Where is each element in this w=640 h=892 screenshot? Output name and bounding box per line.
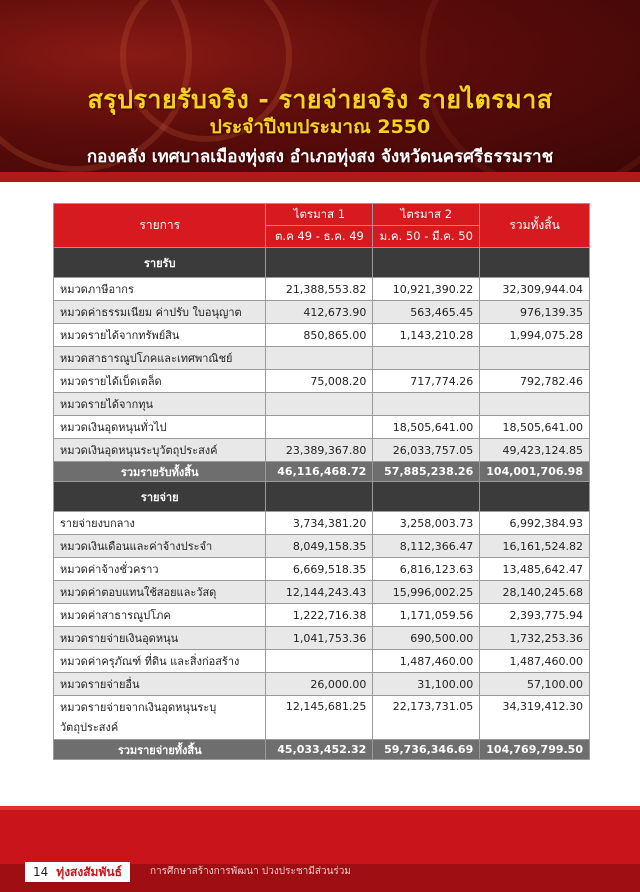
- table-row: [54, 416, 590, 439]
- page-title: สรุปรายรับจริง - รายจ่ายจริง รายไตรมาส: [87, 85, 553, 114]
- page-footer-label: [25, 862, 130, 882]
- cell-total: 34,319,412.30: [480, 696, 590, 740]
- section-income: [54, 248, 590, 278]
- cell-q1: 1,041,753.36: [266, 627, 373, 650]
- cell-total: 57,100.00: [480, 673, 590, 696]
- table-row: [54, 393, 590, 416]
- cell-q2: 22,173,731.05: [373, 696, 480, 740]
- cell-q2: 15,996,002.25: [373, 581, 480, 604]
- row-label: หมวดค่าสาธารณูปโภค: [54, 604, 266, 627]
- cell-q2: 690,500.00: [373, 627, 480, 650]
- cell-q1: 412,673.90: [266, 301, 373, 324]
- row-label: หมวดรายได้จากทรัพย์สิน: [54, 324, 266, 347]
- row-label: [54, 696, 266, 740]
- cell-q2: 31,100.00: [373, 673, 480, 696]
- total-q2: 57,885,238.26: [373, 462, 480, 482]
- cell-total: 1,994,075.28: [480, 324, 590, 347]
- cell-q2: [373, 393, 480, 416]
- cell-total: 6,992,384.93: [480, 512, 590, 535]
- row-label: หมวดค่าธรรมเนียม ค่าปรับ ใบอนุญาต: [54, 301, 266, 324]
- cell-q2: 10,921,390.22: [373, 278, 480, 301]
- cell-q1: 23,389,367.80: [266, 439, 373, 462]
- row-label: หมวดรายจ่ายอื่น: [54, 673, 266, 696]
- cell-total: 2,393,775.94: [480, 604, 590, 627]
- cell-q2: 8,112,366.47: [373, 535, 480, 558]
- expense-total-row: [54, 740, 590, 760]
- row-label: หมวดรายได้จากทุน: [54, 393, 266, 416]
- cell-q1: [266, 347, 373, 370]
- table-row: [54, 558, 590, 581]
- row-label: หมวดภาษีอากร: [54, 278, 266, 301]
- table-row: [54, 439, 590, 462]
- total-q1: 45,033,452.32: [266, 740, 373, 760]
- page-subtitle: ประจำปีงบประมาณ 2550: [209, 116, 431, 138]
- cell-q1: 12,145,681.25: [266, 696, 373, 740]
- cell-q1: 1,222,716.38: [266, 604, 373, 627]
- cell-total: [480, 393, 590, 416]
- cell-total: 32,309,944.04: [480, 278, 590, 301]
- organization-name: กองคลัง เทศบาลเมืองทุ่งสง อำเภอทุ่งสง จังหวัดนครศรีธรรมราช: [86, 147, 554, 167]
- table-row: [54, 627, 590, 650]
- table-row: [54, 604, 590, 627]
- cell-q2: 18,505,641.00: [373, 416, 480, 439]
- cell-q1: 8,049,158.35: [266, 535, 373, 558]
- row-label: หมวดรายจ่ายเงินอุดหนุน: [54, 627, 266, 650]
- column-header-total: รวมทั้งสิ้น: [480, 204, 590, 248]
- row-label: หมวดสาธารณูปโภคและเทศพาณิชย์: [54, 347, 266, 370]
- header-banner: [0, 0, 640, 182]
- cell-q1: 850,865.00: [266, 324, 373, 347]
- row-label: รายจ่ายงบกลาง: [54, 512, 266, 535]
- row-label: หมวดเงินเดือนและค่าจ้างประจำ: [54, 535, 266, 558]
- cell-q1: [266, 416, 373, 439]
- cell-q1: 3,734,381.20: [266, 512, 373, 535]
- table-row: [54, 581, 590, 604]
- publication-name: ทุ่งสงสัมพันธ์: [56, 865, 122, 879]
- cell-q2: 3,258,003.73: [373, 512, 480, 535]
- cell-q1: 21,388,553.82: [266, 278, 373, 301]
- row-label-line2: วัตถุประสงค์: [60, 721, 119, 734]
- financial-summary-table: [53, 203, 590, 760]
- cell-q1: 6,669,518.35: [266, 558, 373, 581]
- income-total-row: [54, 462, 590, 482]
- footer-tagline: การศึกษาสร้างการพัฒนา ปวงประชามีส่วนร่วม: [150, 866, 351, 877]
- column-header-q2-range: ม.ค. 50 - มี.ค. 50: [373, 226, 480, 248]
- table-row: [54, 512, 590, 535]
- section-label: รายจ่าย: [54, 482, 266, 512]
- cell-q1: 26,000.00: [266, 673, 373, 696]
- cell-q1: 75,008.20: [266, 370, 373, 393]
- cell-total: [480, 347, 590, 370]
- cell-q2: 1,143,210.28: [373, 324, 480, 347]
- cell-q2: 563,465.45: [373, 301, 480, 324]
- total-q2: 59,736,346.69: [373, 740, 480, 760]
- cell-q2: 6,816,123.63: [373, 558, 480, 581]
- table-row: [54, 650, 590, 673]
- total-label: รวมรายรับทั้งสิ้น: [54, 462, 266, 482]
- cell-total: 49,423,124.85: [480, 439, 590, 462]
- row-label: หมวดเงินอุดหนุนทั่วไป: [54, 416, 266, 439]
- cell-total: 28,140,245.68: [480, 581, 590, 604]
- cell-total: 792,782.46: [480, 370, 590, 393]
- cell-q1: 12,144,243.43: [266, 581, 373, 604]
- row-label: หมวดค่าตอบแทนใช้สอยและวัสดุ: [54, 581, 266, 604]
- cell-q2: 717,774.26: [373, 370, 480, 393]
- total-grand: 104,769,799.50: [480, 740, 590, 760]
- table-row: [54, 278, 590, 301]
- table-row: [54, 347, 590, 370]
- table-row: [54, 535, 590, 558]
- table-row: [54, 301, 590, 324]
- section-label: รายรับ: [54, 248, 266, 278]
- table-row: [54, 696, 590, 740]
- cell-q2: 26,033,757.05: [373, 439, 480, 462]
- cell-q2: 1,487,460.00: [373, 650, 480, 673]
- total-label: รวมรายจ่ายทั้งสิ้น: [54, 740, 266, 760]
- total-grand: 104,001,706.98: [480, 462, 590, 482]
- cell-q1: [266, 650, 373, 673]
- table-row: [54, 673, 590, 696]
- row-label: หมวดเงินอุดหนุนระบุวัตถุประสงค์: [54, 439, 266, 462]
- total-q1: 46,116,468.72: [266, 462, 373, 482]
- row-label: หมวดรายได้เบ็ดเตล็ด: [54, 370, 266, 393]
- column-header-q1: ไตรมาส 1: [266, 204, 373, 226]
- cell-q1: [266, 393, 373, 416]
- cell-total: 18,505,641.00: [480, 416, 590, 439]
- table-row: [54, 324, 590, 347]
- cell-total: 1,732,253.36: [480, 627, 590, 650]
- cell-total: 16,161,524.82: [480, 535, 590, 558]
- cell-total: 1,487,460.00: [480, 650, 590, 673]
- row-label-line1: หมวดรายจ่ายจากเงินอุดหนุนระบุ: [60, 701, 217, 714]
- row-label: หมวดค่าจ้างชั่วคราว: [54, 558, 266, 581]
- cell-total: 13,485,642.47: [480, 558, 590, 581]
- column-header-q2: ไตรมาส 2: [373, 204, 480, 226]
- table-row: [54, 370, 590, 393]
- column-header-q1-range: ต.ค 49 - ธ.ค. 49: [266, 226, 373, 248]
- row-label: หมวดค่าครุภัณฑ์ ที่ดิน และสิ่งก่อสร้าง: [54, 650, 266, 673]
- page-number: 14: [33, 865, 49, 879]
- cell-q2: 1,171,059.56: [373, 604, 480, 627]
- section-expense: [54, 482, 590, 512]
- cell-total: 976,139.35: [480, 301, 590, 324]
- cell-q2: [373, 347, 480, 370]
- column-header-item: รายการ: [54, 204, 266, 248]
